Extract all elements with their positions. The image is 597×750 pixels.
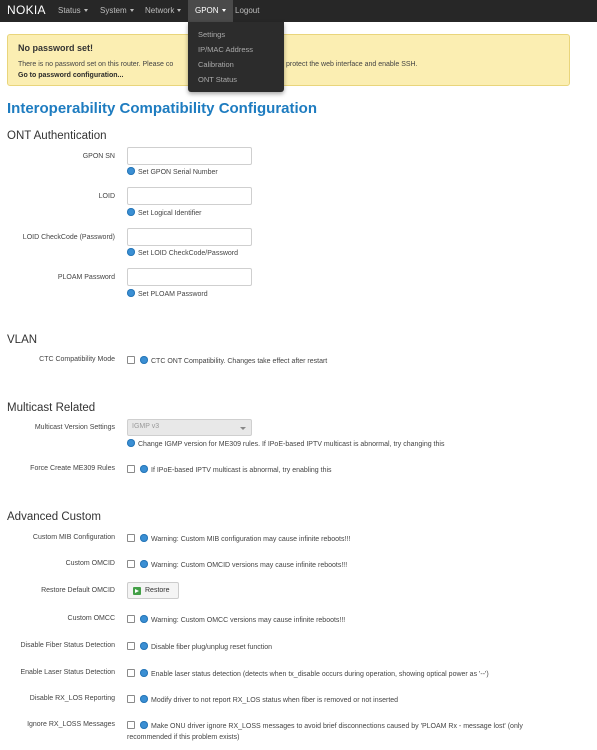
info-icon <box>127 167 135 175</box>
disable-fiber-label: Disable Fiber Status Detection <box>20 642 115 649</box>
no-password-alert <box>7 34 570 86</box>
info-icon <box>127 248 135 256</box>
dropdown-item-settings[interactable]: Settings <box>198 30 226 39</box>
dropdown-item-ip-mac[interactable]: IP/MAC Address <box>198 45 254 54</box>
custom-omcid-label: Custom OMCID <box>65 560 115 567</box>
chevron-down-icon <box>177 9 181 12</box>
info-icon <box>127 208 135 216</box>
ctc-mode-checkbox[interactable] <box>127 356 135 364</box>
gpon-sn-input[interactable] <box>127 147 252 165</box>
section-advanced-custom: Advanced Custom <box>7 511 101 523</box>
warning-info-icon <box>140 534 148 542</box>
chevron-down-icon <box>84 9 88 12</box>
info-icon <box>140 721 148 729</box>
top-navbar <box>0 0 597 22</box>
info-icon <box>127 289 135 297</box>
alert-title: No password set! <box>18 43 94 53</box>
custom-omcid-checkbox[interactable] <box>127 560 135 568</box>
multicast-version-value: IGMP v3 <box>132 423 160 430</box>
ploam-password-label: PLOAM Password <box>57 274 115 281</box>
dropdown-item-calibration[interactable]: Calibration <box>198 60 234 69</box>
section-multicast: Multicast Related <box>7 402 96 414</box>
loid-help: Set Logical Identifier <box>127 208 201 217</box>
ignore-rxloss-label: Ignore RX_LOSS Messages <box>27 721 115 728</box>
custom-mib-label: Custom MIB Configuration <box>32 534 115 541</box>
nav-system[interactable]: System <box>100 0 134 22</box>
chevron-down-icon <box>240 427 246 430</box>
restore-icon <box>133 587 141 595</box>
loid-checkcode-help: Set LOID CheckCode/Password <box>127 248 238 257</box>
alert-body: There is no password set on this router. Please co protect the web interface and enable SSH. <box>18 61 418 68</box>
multicast-version-help: Change IGMP version for ME309 rules. If IPoE-based IPTV multicast is abnormal, try changing this <box>127 439 444 448</box>
loid-label: LOID <box>98 193 115 200</box>
gpon-sn-help: Set GPON Serial Number <box>127 167 218 176</box>
custom-omcc-label: Custom OMCC <box>67 615 115 622</box>
nav-network[interactable]: Network <box>145 0 181 22</box>
loid-checkcode-input[interactable] <box>127 228 252 246</box>
laser-status-label: Enable Laser Status Detection <box>20 669 115 676</box>
force-me309-help: If IPoE-based IPTV multicast is abnormal, try enabling this <box>140 465 332 474</box>
loid-checkcode-label: LOID CheckCode (Password) <box>22 234 115 241</box>
info-icon <box>127 439 135 447</box>
warning-info-icon <box>140 560 148 568</box>
section-ont-authentication: ONT Authentication <box>7 130 107 142</box>
chevron-down-icon <box>222 9 226 12</box>
force-me309-label: Force Create ME309 Rules <box>30 465 115 472</box>
laser-status-help: Enable laser status detection (detects when tx_disable occurs during operation, showing optical power as '--') <box>140 669 489 678</box>
info-icon <box>140 356 148 364</box>
info-icon <box>140 695 148 703</box>
restore-omcid-label: Restore Default OMCID <box>41 587 115 594</box>
ignore-rxloss-help-cont: recommended if this problem exists) <box>127 734 240 741</box>
gpon-dropdown-menu <box>188 22 284 92</box>
nav-status[interactable]: Status <box>58 0 88 22</box>
disable-rxlos-label: Disable RX_LOS Reporting <box>29 695 115 702</box>
ploam-password-input[interactable] <box>127 268 252 286</box>
warning-info-icon <box>140 615 148 623</box>
info-icon <box>140 465 148 473</box>
chevron-down-icon <box>130 9 134 12</box>
disable-fiber-checkbox[interactable] <box>127 642 135 650</box>
custom-mib-help: Warning: Custom MIB configuration may cause infinite reboots!!! <box>140 534 350 543</box>
brand-logo[interactable]: NOKIA <box>7 3 46 17</box>
info-icon <box>140 642 148 650</box>
force-me309-checkbox[interactable] <box>127 465 135 473</box>
custom-mib-checkbox[interactable] <box>127 534 135 542</box>
custom-omcc-help: Warning: Custom OMCC versions may cause infinite reboots!!! <box>140 615 345 624</box>
laser-status-checkbox[interactable] <box>127 669 135 677</box>
ignore-rxloss-checkbox[interactable] <box>127 721 135 729</box>
multicast-version-select[interactable] <box>127 419 252 436</box>
ctc-mode-help: CTC ONT Compatibility. Changes take effect after restart <box>140 356 327 365</box>
multicast-version-label: Multicast Version Settings <box>34 424 115 431</box>
nav-gpon[interactable]: GPON <box>188 0 233 22</box>
section-vlan: VLAN <box>7 334 38 346</box>
ploam-password-help: Set PLOAM Password <box>127 289 208 298</box>
nav-logout[interactable]: Logout <box>235 6 260 15</box>
dropdown-item-ont-status[interactable]: ONT Status <box>198 75 238 84</box>
gpon-sn-label: GPON SN <box>82 153 115 160</box>
page-title: Interoperability Compatibility Configuration <box>7 100 318 117</box>
disable-fiber-help: Disable fiber plug/unplug reset function <box>140 642 272 651</box>
custom-omcc-checkbox[interactable] <box>127 615 135 623</box>
disable-rxlos-checkbox[interactable] <box>127 695 135 703</box>
password-config-link[interactable]: Go to password configuration... <box>18 72 124 79</box>
restore-button[interactable]: Restore <box>127 582 179 599</box>
custom-omcid-help: Warning: Custom OMCID versions may cause infinite reboots!!! <box>140 560 347 569</box>
ignore-rxloss-help: Make ONU driver ignore RX_LOSS messages to avoid brief disconnections caused by 'PLOAM Rx - message lost' (only <box>140 721 523 730</box>
loid-input[interactable] <box>127 187 252 205</box>
info-icon <box>140 669 148 677</box>
disable-rxlos-help: Modify driver to not report RX_LOS status when fiber is removed or not inserted <box>140 695 398 704</box>
ctc-mode-label: CTC Compatibility Mode <box>39 356 115 363</box>
